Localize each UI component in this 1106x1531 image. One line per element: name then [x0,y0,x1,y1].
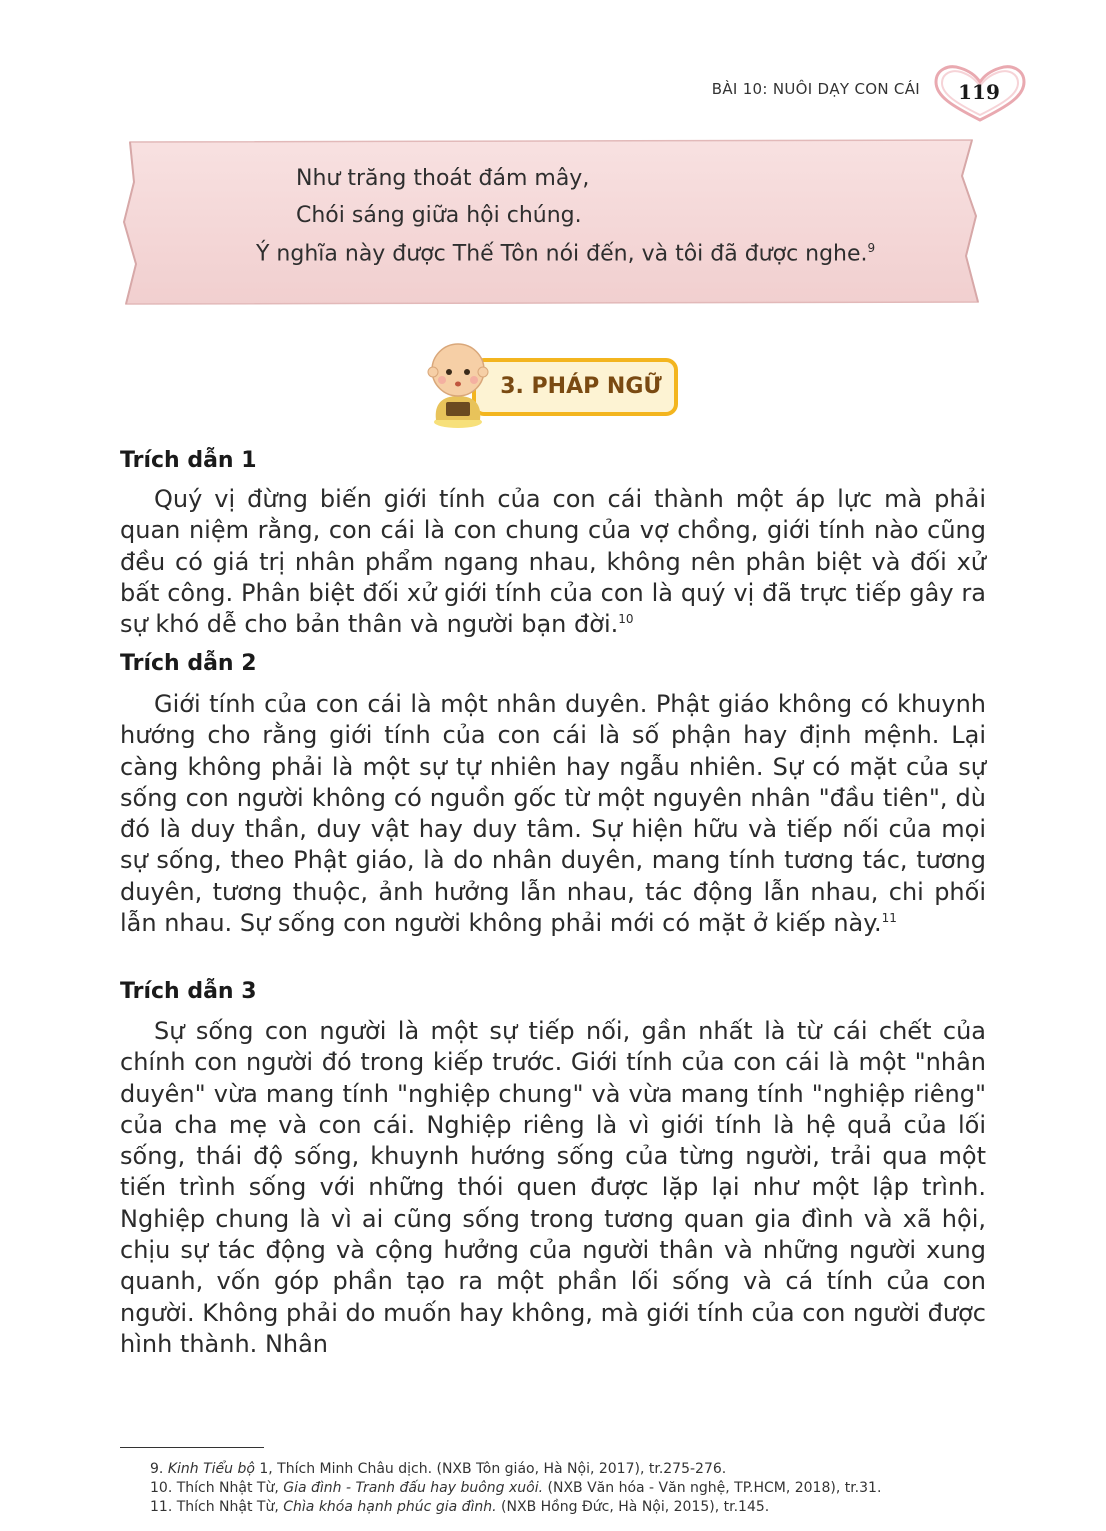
verse-line-1: Như trăng thoát đám mây, [296,166,590,191]
section-title: 3. PHÁP NGỮ [500,374,662,399]
quote-1-text: Quý vị đừng biến giới tính của con cái thành một áp lực mà phải quan niệm rằng, con cái là con chung của vợ chồng, giới tính nào cũng đều có giá trị nhân phẩm ngang nhau, không nên phân biệt và đối xử bất công. Phân biệt đối xử giới tính của con là quý vị đã trực tiếp gây ra sự khó dễ cho bản thân và người bạn đời.$^{10}$ [120,485,986,639]
footnote-10: 10. Thích Nhật Từ, Gia đình - Tranh đấu hay buông xuôi. (NXB Văn hóa - Văn nghệ, TP.HCM, 2018), tr.31. [150,1480,882,1496]
footnote-11: 11. Thích Nhật Từ, Chìa khóa hạnh phúc gia đình. (NXB Hồng Đức, Hà Nội, 2015), tr.145. [150,1499,770,1515]
verse-line-3: Ý nghĩa này được Thế Tôn nói đến, và tôi đã được nghe.$^9$ [256,241,876,267]
verse-scroll [120,136,982,306]
footnote-divider [120,1447,264,1448]
quote-3-heading: Trích dẫn 3 [120,979,257,1004]
section-badge [420,340,682,430]
page-number: 119 [958,80,1000,104]
footnote-ref: 10 [618,612,634,627]
child-monk-icon [420,340,500,430]
quote-2-text: Giới tính của con cái là một nhân duyên. Phật giáo không có khuynh hướng cho rằng giới tính của con cái là số phận hay định mệnh. Lại càng không phải là một sự tự nhiên hay ngẫu nhiên. Sự có mặt của sự sống con người không có nguồn gốc từ một nguyên nhân "đầu tiên", dù đó là duy thần, duy vật hay duy tâm. Sự hiện hữu và tiếp nối của mọi sự sống, theo Phật giáo, là do nhân duyên, mang tính tương tác, tương duyên, tương thuộc, ảnh hưởng lẫn nhau, tác động lẫn nhau, chi phối lẫn nhau. Sự sống con người không phải mới có mặt ở kiếp này.$^{11}$ [120,690,986,938]
footnote-ref: 9 [867,241,876,255]
chapter-title: BÀI 10: NUÔI DẠY CON CÁI [711,80,920,98]
page-header [610,66,1030,122]
verse-line-2: Chói sáng giữa hội chúng. [296,203,582,228]
footnote-ref: 11 [881,911,897,926]
footnote-9: 9. Kinh Tiểu bộ 1, Thích Minh Châu dịch. (NXB Tôn giáo, Hà Nội, 2017), tr.275-276. [150,1461,727,1477]
quote-2-heading: Trích dẫn 2 [120,651,257,676]
quote-3-text: Sự sống con người là một sự tiếp nối, gần nhất là từ cái chết của chính con người đó trong kiếp trước. Giới tính của con cái là một "nhân duyên" vừa mang tính "nghiệp chung" và vừa mang tính "nghiệp riêng" của cha mẹ và con cái. Nghiệp riêng là vì giới tính là hệ quả của lối sống, thái độ sống, khuynh hướng sống của từng người, trải qua một tiến trình sống với những thói quen được lặp lại như một lập trình. Nghiệp chung là vì ai cũng sống trong tương quan gia đình và xã hội, chịu sự tác động và cộng hưởng của người thân và những người xung quanh, vốn góp phần tạo ra một phần lối sống và cá tính của con người. Không phải do muốn hay không, mà giới tính của con người được hình thành. Nhân [120,1017,986,1358]
footnotes [120,1460,986,1517]
quote-1-heading: Trích dẫn 1 [120,448,257,473]
